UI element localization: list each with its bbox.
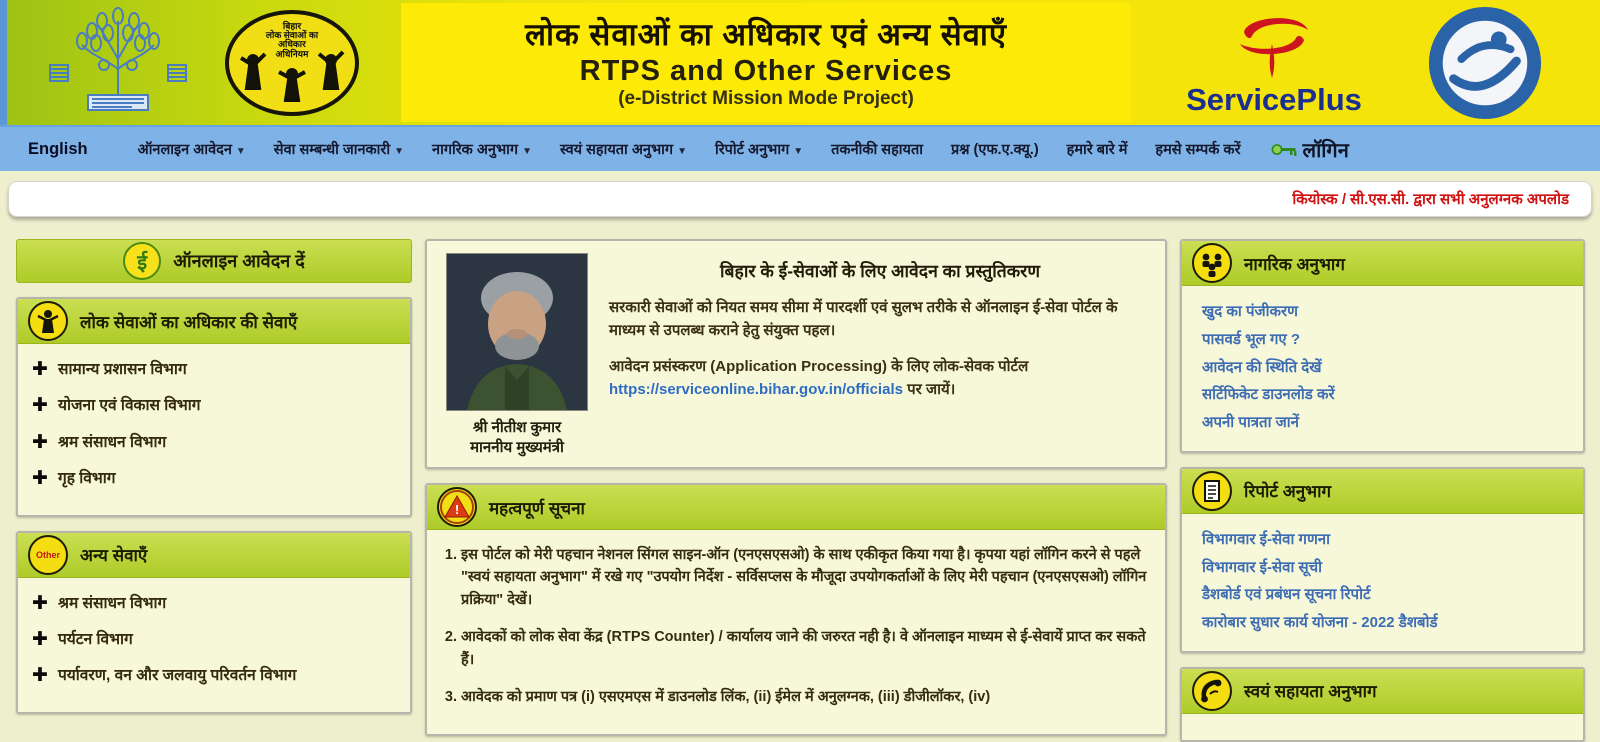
intro-paragraph-2: आवेदन प्रसंस्करण (Application Processing) के लिए लोक-सेवक पोर्टल https://serviceonline.bihar.gov.in/officials पर जायें। (609, 358, 1029, 398)
service-dept-item[interactable]: ✚ योजना एवं विकास विभाग (32, 395, 201, 417)
page-header (0, 0, 1600, 125)
selfhelp-section-box (1180, 667, 1585, 742)
rtps-act-logo-text: बिहार लोक सेवाओं का अधिकार अधिनियम (265, 20, 319, 59)
service-dept-item[interactable]: ✚ गृह विभाग (32, 468, 116, 490)
nav-item-english[interactable]: English (28, 139, 88, 158)
nav-item-faq[interactable]: प्रश्न (एफ.ए.क्यू.) (950, 142, 1039, 158)
notice-item: 1. इस पोर्टल को मेरी पहचान नेशनल सिंगल साइन-ऑन (एनएसएसओ) के साथ एकीकृत किया गया है। कृपया यहां लॉगिन करने से पहले "स्वयं सहायता अनुभाग" में रखे गए "उपयोग निर्देश - सर्विसप्लस के मौजूदा उपयोगकर्ताओं के लिए मेरी पहचान (एनएसएसओ) लॉगिन प्रक्रिया" देखें। (461, 544, 1149, 611)
right-sidebar (1180, 239, 1585, 742)
other-services-header (18, 533, 410, 578)
cm-photo-block (441, 253, 593, 457)
announcement-ticker[interactable] (8, 181, 1592, 217)
plus-icon: ✚ (32, 359, 48, 380)
nav-item-report-section[interactable]: रिपोर्ट अनुभाग ▼ (715, 142, 804, 158)
link-deptwise-eservice-count[interactable]: विभागवार ई-सेवा गणना (1202, 530, 1331, 548)
rtps-services-icon (28, 301, 68, 341)
content-area (0, 217, 1600, 742)
rtps-act-logo (223, 8, 361, 118)
other-services-box (16, 531, 412, 714)
report-section-icon (1192, 471, 1232, 511)
intro-paragraph-1: सरकारी सेवाओं को नियत समय सीमा में पारदर्शी एवं सुलभ तरीके से ऑनलाइन ई-सेवा पोर्टल के माध्यम से उपलब्ध कराने हेतु संयुक्त पहल। (609, 299, 1118, 339)
apply-online-button[interactable] (16, 239, 412, 283)
plus-icon: ✚ (32, 665, 48, 687)
site-title-panel (401, 3, 1131, 122)
main-navbar (0, 125, 1600, 171)
rtps-services-title: लोक सेवाओं का अधिकार की सेवाएँ (80, 312, 298, 332)
cm-name: श्री नीतीश कुमार (472, 419, 562, 436)
site-title-hindi: लोक सेवाओं का अधिकार एवं अन्य सेवाएँ (524, 17, 1008, 52)
officials-portal-link[interactable]: https://serviceonline.bihar.gov.in/officials (609, 380, 903, 398)
warning-icon (437, 487, 477, 527)
cm-photo (446, 253, 588, 411)
bihar-emblem-logo (36, 7, 201, 119)
report-section-box (1180, 467, 1585, 653)
link-know-your-eligibility[interactable]: अपनी पात्रता जानें (1202, 414, 1299, 431)
login-button[interactable]: लॉगिन (1271, 136, 1349, 163)
plus-icon: ✚ (32, 592, 48, 614)
nav-item-self-help-section[interactable]: स्वयं सहायता अनुभाग ▼ (559, 142, 687, 158)
nav-item-about-us[interactable]: हमारे बारे में (1066, 142, 1128, 158)
notice-item: 2. आवेदकों को लोक सेवा केंद्र (RTPS Counter) / कार्यालय जाने की जरुरत नही है। वे ऑनलाइन माध्यम से ई-सेवायें प्राप्त कर सकते हैं। (461, 626, 1149, 671)
plus-icon: ✚ (32, 468, 48, 490)
plus-icon: ✚ (32, 395, 48, 417)
notice-list (427, 530, 1165, 734)
link-download-certificate[interactable]: सर्टिफिकेट डाउनलोड करें (1202, 386, 1335, 404)
report-section-header (1182, 469, 1583, 514)
nav-item-citizen-section[interactable]: नागरिक अनुभाग ▼ (432, 142, 532, 158)
rtps-services-box (16, 297, 412, 517)
left-sidebar (16, 239, 412, 714)
report-section-title: रिपोर्ट अनुभाग (1244, 482, 1332, 502)
link-forgot-password[interactable]: पासवर्ड भूल गए ? (1202, 330, 1301, 348)
site-subtitle: (e-District Mission Mode Project) (618, 88, 914, 109)
important-notice-title: महत्वपूर्ण सूचना (489, 498, 585, 518)
chevron-down-icon: ▼ (793, 146, 804, 157)
service-dept-item[interactable]: ✚ सामान्य प्रशासन विभाग (32, 359, 187, 380)
other-services-icon: Other (28, 535, 68, 575)
important-notice-header (427, 485, 1165, 530)
bihar-admin-reform-mission-logo (1419, 4, 1551, 122)
e-service-icon: ई (123, 242, 161, 280)
link-view-application-status[interactable]: आवेदन की स्थिति देखें (1202, 358, 1322, 376)
serviceplus-wordmark: ServicePlus (1186, 82, 1362, 117)
link-dashboard-mis-report[interactable]: डैशबोर्ड एवं प्रबंधन सूचना रिपोर्ट (1202, 586, 1371, 604)
citizen-section-header (1182, 241, 1583, 286)
notice-item: 3. आवेदक को प्रमाण पत्र (i) एसएमएस में डाउनलोड लिंक, (ii) ईमेल में अनुलग्नक, (iii) डीजीलॉकर, (iv) (461, 686, 1149, 708)
nav-item-online-application[interactable]: ऑनलाइन आवेदन ▼ (137, 142, 246, 158)
service-dept-item[interactable]: ✚ पर्यटन विभाग (32, 628, 133, 650)
ticker-text: कियोस्क / सी.एस.सी. द्वारा सभी अनुलग्नक अपलोड (1292, 191, 1569, 208)
important-notice-box (425, 483, 1167, 736)
plus-icon: ✚ (32, 431, 48, 453)
chevron-down-icon: ▼ (677, 146, 687, 157)
chevron-down-icon: ▼ (235, 146, 246, 157)
link-deptwise-eservice-list[interactable]: विभागवार ई-सेवा सूची (1202, 558, 1323, 576)
chevron-down-icon: ▼ (394, 146, 405, 157)
citizen-section-icon (1192, 243, 1232, 283)
intro-title: बिहार के ई-सेवाओं के लिए आवेदन का प्रस्तुतिकरण (720, 261, 1040, 281)
apply-online-label: ऑनलाइन आवेदन दें (173, 251, 305, 271)
selfhelp-section-title: स्वयं सहायता अनुभाग (1244, 682, 1377, 702)
plus-icon: ✚ (32, 628, 48, 650)
other-services-title: अन्य सेवाएँ (80, 546, 148, 565)
nav-item-technical-support[interactable]: तकनीकी सहायता (831, 142, 923, 158)
site-title-english: RTPS and Other Services (579, 55, 953, 87)
key-icon (1271, 142, 1297, 157)
nav-item-service-information[interactable]: सेवा सम्बन्धी जानकारी ▼ (273, 142, 405, 158)
service-dept-item[interactable]: ✚ पर्यावरण, वन और जलवायु परिवर्तन विभाग (32, 665, 297, 687)
main-column (425, 239, 1167, 736)
chevron-down-icon: ▼ (522, 146, 532, 157)
service-dept-item[interactable]: ✚ श्रम संसाधन विभाग (32, 592, 167, 614)
intro-box (425, 239, 1167, 469)
citizen-section-box (1180, 239, 1585, 453)
nav-item-contact-us[interactable]: हमसे सम्पर्क करें (1155, 142, 1241, 158)
selfhelp-section-header (1182, 669, 1583, 714)
rtps-services-header (18, 299, 410, 344)
service-dept-item[interactable]: ✚ श्रम संसाधन विभाग (32, 431, 167, 453)
link-self-registration[interactable]: खुद का पंजीकरण (1202, 303, 1299, 320)
cm-designation: माननीय मुख्यमंत्री (470, 439, 564, 456)
serviceplus-logo (1159, 10, 1389, 115)
intro-text-block (609, 253, 1151, 457)
selfhelp-section-icon (1192, 671, 1232, 711)
citizen-section-title: नागरिक अनुभाग (1244, 254, 1345, 274)
link-brap-2022-dashboard[interactable]: कारोबार सुधार कार्य योजना - 2022 डैशबोर्ड (1202, 614, 1438, 631)
serviceplus-mark-icon (1214, 10, 1334, 82)
svg-text:!: ! (454, 502, 460, 517)
